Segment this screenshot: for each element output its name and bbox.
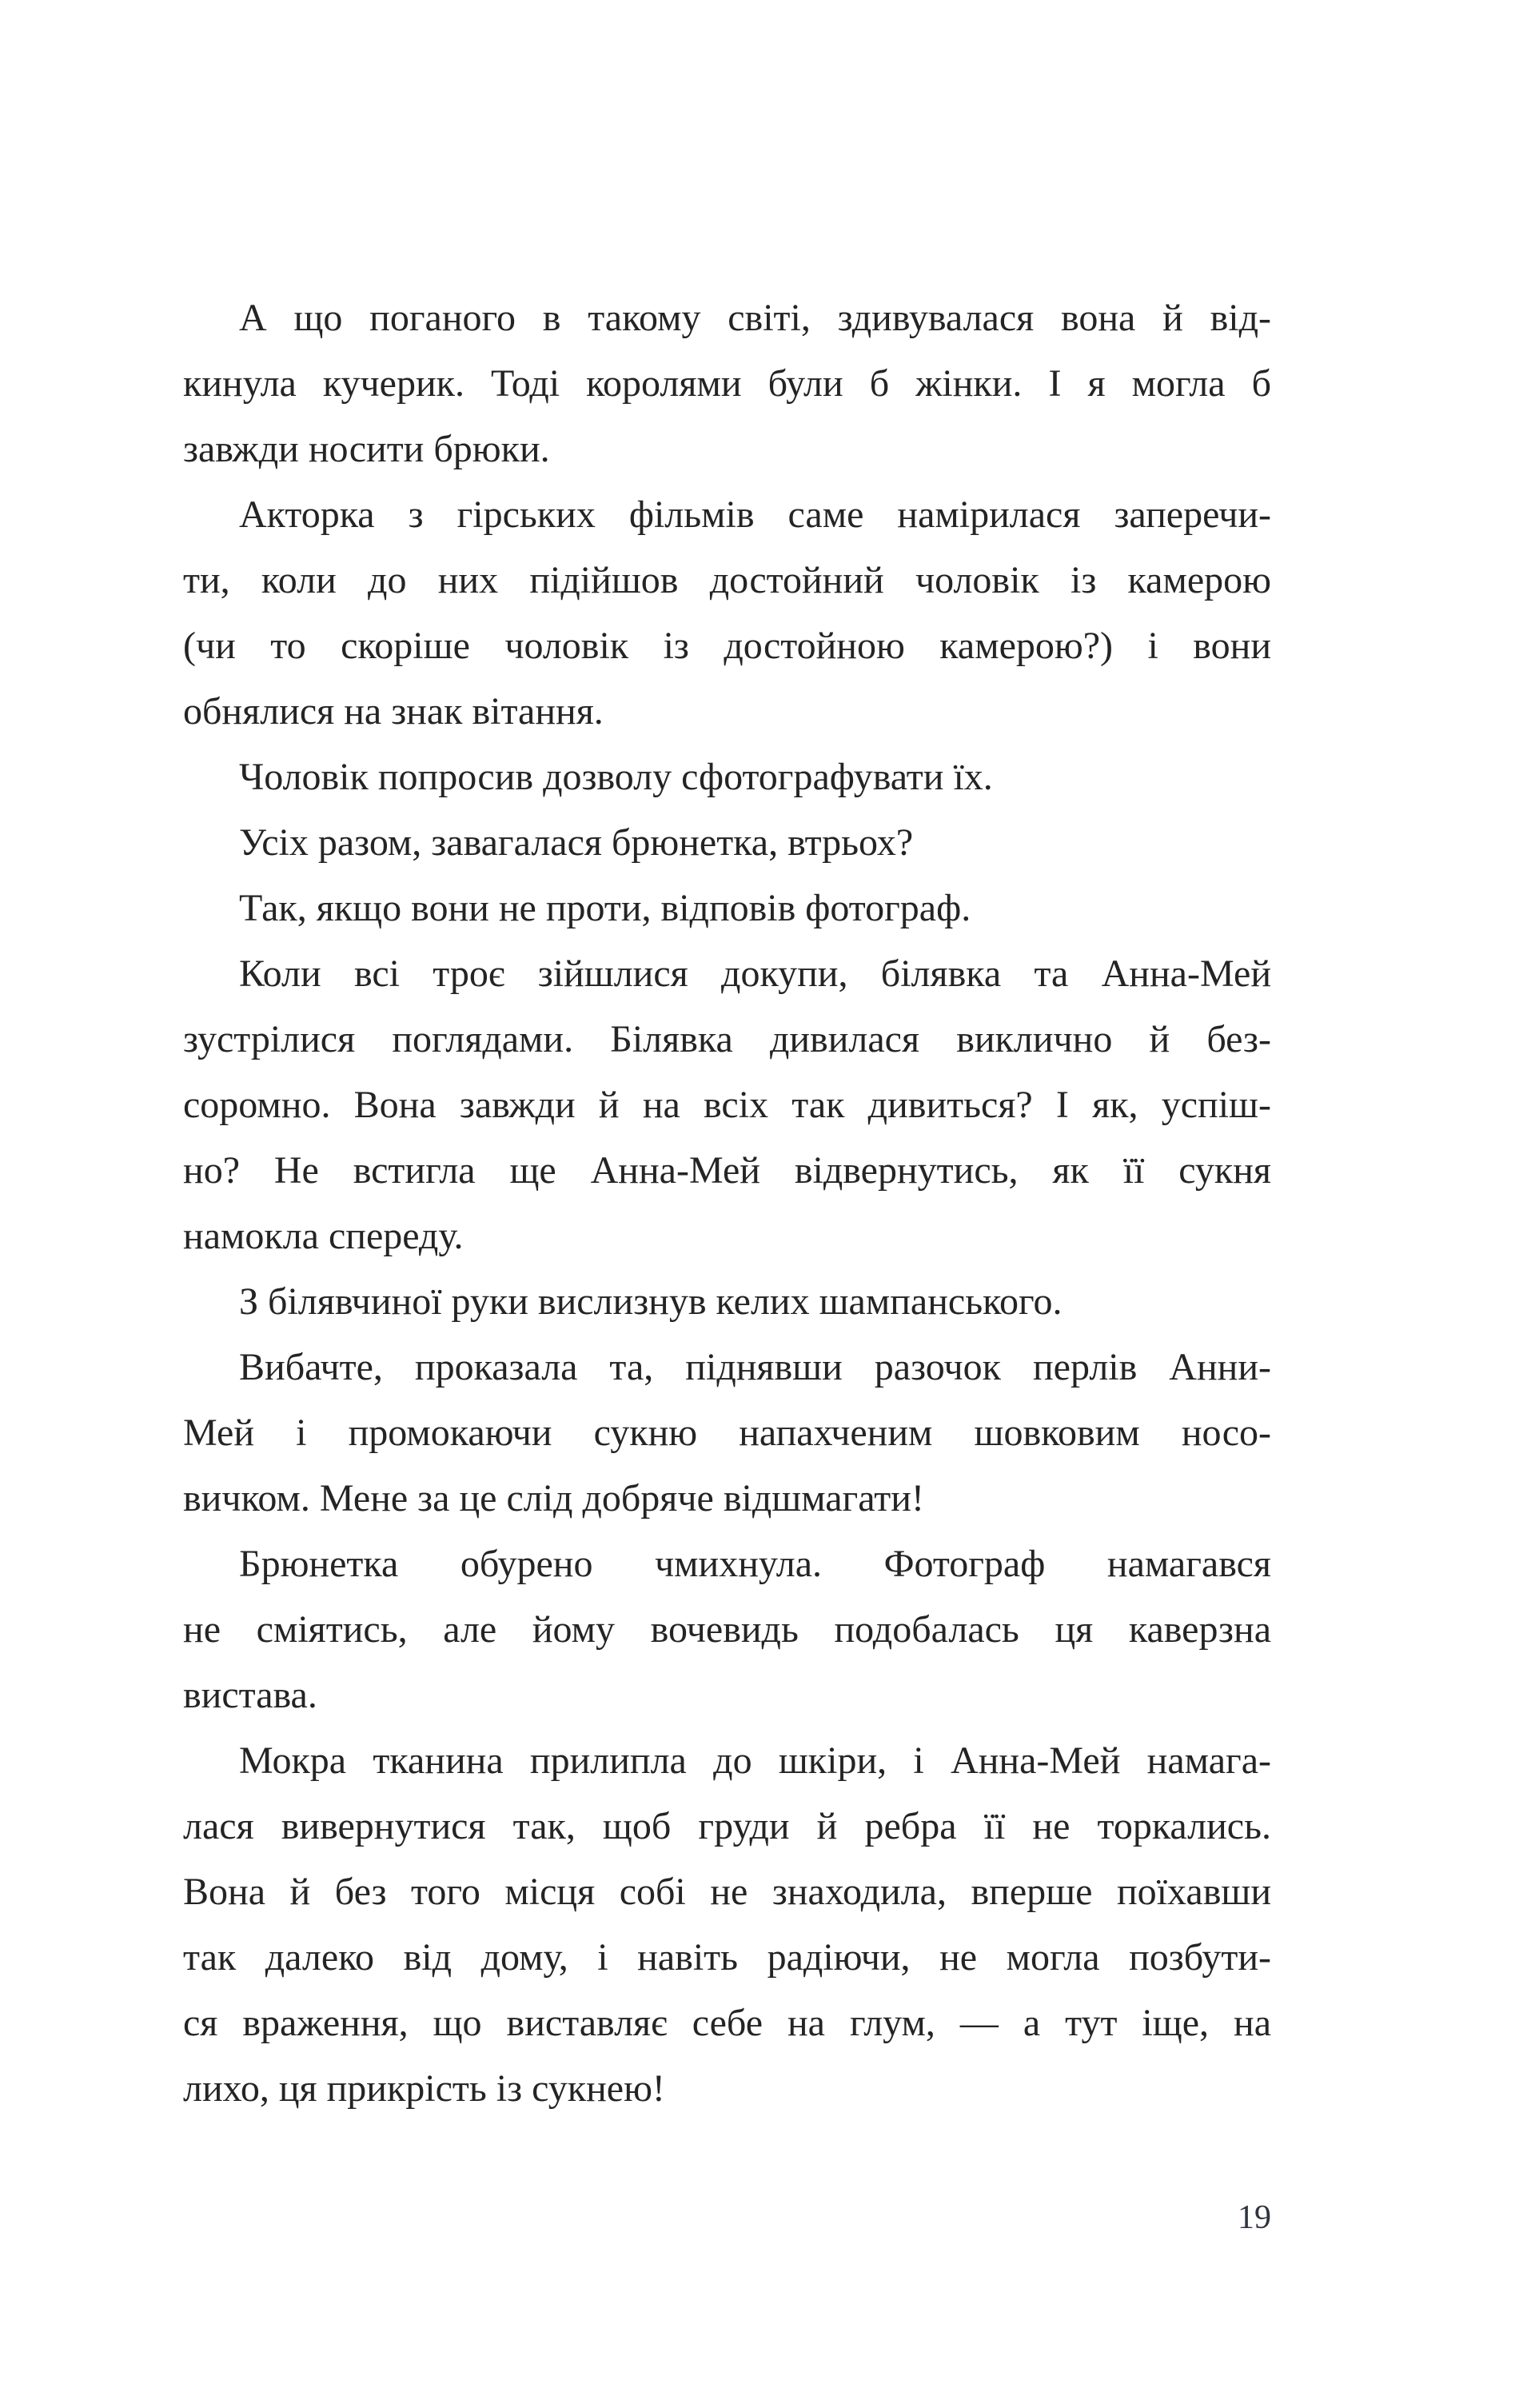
text-line: соромно. Вона завжди й на всіх так дивиться? І як, успіш- xyxy=(183,1084,1271,1126)
text-line: завжди носити брюки. xyxy=(183,428,550,470)
text-line: Вона й без того місця собі не знаходила, вперше поїхавши xyxy=(183,1871,1271,1913)
text-line: кинула кучерик. Тоді королями були б жінки. І я могла б xyxy=(183,362,1271,405)
text-line: намокла спереду. xyxy=(183,1215,464,1257)
paragraph xyxy=(183,941,1271,1269)
paragraph xyxy=(183,482,1271,745)
text-line: вичком. Мене за це слід добряче відшмагати! xyxy=(183,1477,924,1519)
text-line: обнялися на знак вітання. xyxy=(183,690,604,733)
paragraph xyxy=(183,1728,1271,2122)
text-line: не сміятись, але йому вочевидь подобалась ця каверзна xyxy=(183,1608,1271,1651)
text-line: так далеко від дому, і навіть радіючи, не могла позбути- xyxy=(183,1936,1271,1979)
text-line: лихо, ця прикрість із сукнею! xyxy=(183,2067,665,2110)
text-line: А що поганого в такому світі, здивувалася вона й від- xyxy=(239,297,1271,339)
text-line: лася вивернутися так, щоб груди й ребра її не торкались. xyxy=(183,1805,1271,1847)
text-line: но? Не встигла ще Анна-Мей відвернутись, як її сукня xyxy=(183,1149,1271,1192)
text-line: Так, якщо вони не проти, відповів фотограф. xyxy=(239,887,971,929)
text-line: Мей і промокаючи сукню напахченим шовковим носо- xyxy=(183,1412,1271,1454)
text-line: Мокра тканина прилипла до шкіри, і Анна-Мей намага- xyxy=(239,1739,1271,1782)
text-line: Коли всі троє зійшлися докупи, білявка та Анна-Мей xyxy=(239,952,1271,995)
text-line: Вибачте, проказала та, піднявши разочок перлів Анни- xyxy=(239,1346,1271,1388)
text-line: Акторка з гірських фільмів саме намірилася заперечи- xyxy=(239,493,1271,536)
paragraph xyxy=(183,1335,1271,1531)
text-line: (чи то скоріше чоловік із достойною камерою?) і вони xyxy=(183,625,1271,667)
paragraph xyxy=(183,745,1271,810)
page-text xyxy=(183,286,1271,2122)
text-line: зустрілися поглядами. Білявка дивилася виклично й без- xyxy=(183,1018,1271,1060)
paragraph xyxy=(183,286,1271,482)
paragraph xyxy=(183,1531,1271,1728)
paragraph xyxy=(183,810,1271,876)
paragraph xyxy=(183,876,1271,941)
page-number: 19 xyxy=(1238,2199,1271,2236)
text-line: ся враження, що виставляє себе на глум, — а тут іще, на xyxy=(183,2002,1271,2044)
text-line: Брюнетка обурено чмихнула. Фотограф намагався xyxy=(239,1543,1271,1585)
text-line: Усіх разом, завагалася брюнетка, втрьох? xyxy=(239,821,914,864)
text-line: вистава. xyxy=(183,1674,317,1716)
text-line: ти, коли до них підійшов достойний чоловік із камерою xyxy=(183,559,1271,601)
paragraph xyxy=(183,1269,1271,1335)
text-line: Чоловік попросив дозволу сфотографувати їх. xyxy=(239,756,993,798)
text-line: З білявчиної руки вислизнув келих шампанського. xyxy=(239,1280,1063,1323)
